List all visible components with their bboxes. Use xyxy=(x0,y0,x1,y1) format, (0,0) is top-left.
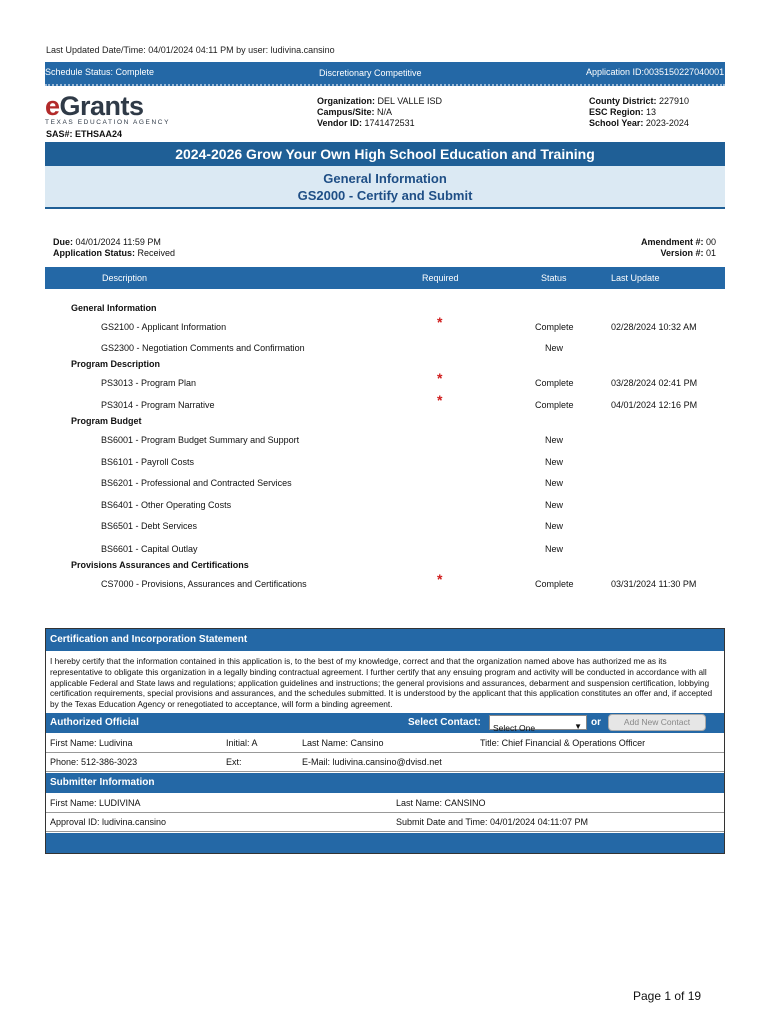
submitter-last-name: Last Name: CANSINO xyxy=(396,798,486,808)
district-value: 227910 xyxy=(659,96,690,106)
campus-value: N/A xyxy=(377,107,393,117)
table-row[interactable] xyxy=(0,392,770,412)
official-email: E-Mail: ludivina.cansino@dvisd.net xyxy=(302,757,442,767)
group-program-description: Program Description xyxy=(71,359,161,369)
table-row[interactable] xyxy=(0,455,770,469)
table-row[interactable] xyxy=(0,476,770,490)
county-info xyxy=(589,96,689,129)
approval-id: Approval ID: ludivina.cansino xyxy=(50,817,167,827)
table-row[interactable] xyxy=(0,571,770,591)
schedule-table-header xyxy=(45,267,725,289)
table-row[interactable] xyxy=(0,519,770,533)
select-contact-label: Select Contact: xyxy=(408,717,481,728)
logo-e: e xyxy=(45,91,60,121)
organization-info xyxy=(317,96,442,129)
row-status: New xyxy=(545,500,564,510)
org-label: Organization: xyxy=(317,96,375,106)
select-contact-dropdown[interactable] xyxy=(489,715,587,733)
amendment-info xyxy=(641,237,716,259)
row-description[interactable]: CS7000 - Provisions, Assurances and Certifications xyxy=(101,579,307,589)
row-status: Complete xyxy=(535,400,574,410)
row-status: New xyxy=(545,457,564,467)
app-status-label: Application Status: xyxy=(53,248,136,258)
dropdown-arrow-icon: ▼ xyxy=(574,722,582,731)
sas-number: SAS#: ETHSAA24 xyxy=(46,129,123,139)
col-required: Required xyxy=(422,273,459,283)
submit-date: Submit Date and Time: 04/01/2024 04:11:07 PM xyxy=(396,817,588,827)
table-row[interactable] xyxy=(0,498,770,512)
official-title: Title: Chief Financial & Operations Officer xyxy=(480,738,646,748)
row-description[interactable]: PS3013 - Program Plan xyxy=(101,378,197,388)
row-status: New xyxy=(545,343,564,353)
campus-label: Campus/Site: xyxy=(317,107,375,117)
year-label: School Year: xyxy=(589,118,644,128)
table-row[interactable] xyxy=(0,314,770,334)
required-marker: * xyxy=(437,314,443,330)
authorized-official-band xyxy=(46,713,724,733)
row-description[interactable]: BS6601 - Capital Outlay xyxy=(101,544,198,554)
row-last-update: 03/28/2024 02:41 PM xyxy=(611,378,698,388)
row-last-update: 03/31/2024 11:30 PM xyxy=(611,579,697,589)
year-value: 2023-2024 xyxy=(645,118,689,128)
schedule-status: Schedule Status: Complete xyxy=(45,67,155,77)
row-last-update: 02/28/2024 10:32 AM xyxy=(611,322,697,332)
competition-type: Discretionary Competitive xyxy=(319,68,422,78)
egrants-logo xyxy=(45,92,170,126)
row-status: New xyxy=(545,521,564,531)
version-label: Version #: xyxy=(660,248,704,258)
row-description[interactable]: GS2100 - Applicant Information xyxy=(101,322,227,332)
application-id: Application ID:0035150227040001 xyxy=(586,67,725,77)
col-description: Description xyxy=(102,273,148,283)
last-updated: Last Updated Date/Time: 04/01/2024 04:11 PM by user: ludivina.cansino xyxy=(46,45,335,55)
certification-panel xyxy=(45,628,725,854)
official-contact-row xyxy=(46,753,724,772)
row-description[interactable]: BS6201 - Professional and Contracted Services xyxy=(101,478,292,488)
certification-text: I hereby certify that the information contained in this application is, to the best of my knowledge, correct and that the organization named above has authorized me as its representative to obligate this organization in a legally binding contractual agreement. I further certify that any ensuing program and activity will be conducted in accordance with all applicable Federal and State laws and regulations; application guidelines and instructions; the general provisions and assurances, debarment and suspension certification, lobbying certification requirements, special provisions and assurances, and the schedules submitted. It is understood by the applicant that this application constitutes an offer and, if accepted by the Texas Education Agency or renegotiated to acceptance, will form a binding agreement. xyxy=(50,656,713,710)
required-marker: * xyxy=(437,571,443,587)
table-row[interactable] xyxy=(0,341,770,355)
row-last-update: 04/01/2024 12:16 PM xyxy=(611,400,698,410)
group-provisions: Provisions Assurances and Certifications xyxy=(71,560,249,570)
page-number: Page 1 of 19 xyxy=(633,989,702,1003)
amend-label: Amendment #: xyxy=(640,237,704,247)
due-value: 04/01/2024 11:59 PM xyxy=(75,237,161,247)
vendor-label: Vendor ID: xyxy=(317,118,363,128)
row-description[interactable]: PS3014 - Program Narrative xyxy=(101,400,215,410)
due-info xyxy=(53,237,175,259)
table-row[interactable] xyxy=(0,433,770,447)
app-status-value: Received xyxy=(137,248,176,258)
row-description[interactable]: BS6501 - Debt Services xyxy=(101,521,198,531)
row-description[interactable]: BS6101 - Payroll Costs xyxy=(101,457,195,467)
required-marker: * xyxy=(437,392,443,408)
certification-title: Certification and Incorporation Statement xyxy=(46,629,724,651)
table-row[interactable] xyxy=(0,542,770,556)
subtitle-schedule: GS2000 - Certify and Submit xyxy=(297,188,473,203)
group-general-information: General Information xyxy=(71,303,157,313)
official-ext: Ext: xyxy=(226,757,242,767)
authorized-official-title: Authorized Official xyxy=(50,717,139,728)
status-bar xyxy=(45,62,725,86)
official-name-row xyxy=(46,734,724,753)
esc-label: ESC Region: xyxy=(589,107,644,117)
due-label: Due: xyxy=(53,237,73,247)
page-subtitle xyxy=(45,166,725,209)
submitter-first-name: First Name: LUDIVINA xyxy=(50,798,141,808)
row-status: Complete xyxy=(535,579,574,589)
panel-footer-band xyxy=(46,833,724,853)
submitter-approval-row xyxy=(46,813,724,832)
official-phone: Phone: 512-386-3023 xyxy=(50,757,138,767)
or-label: or xyxy=(591,717,601,728)
district-label: County District: xyxy=(589,96,657,106)
logo-subtitle: TEXAS EDUCATION AGENCY xyxy=(45,119,171,126)
row-status: Complete xyxy=(535,322,574,332)
row-status: Complete xyxy=(535,378,574,388)
page-title: 2024-2026 Grow Your Own High School Education and Training xyxy=(45,142,725,166)
add-new-contact-button[interactable]: Add New Contact xyxy=(608,714,706,731)
table-row[interactable] xyxy=(0,370,770,390)
official-last-name: Last Name: Cansino xyxy=(302,738,384,748)
row-status: New xyxy=(545,544,564,554)
row-description[interactable]: GS2300 - Negotiation Comments and Confirmation xyxy=(101,343,305,353)
row-status: New xyxy=(545,435,564,445)
esc-value: 13 xyxy=(646,107,657,117)
group-program-budget: Program Budget xyxy=(71,416,142,426)
select-contact-value: Select One xyxy=(493,723,536,733)
official-first-name: First Name: Ludivina xyxy=(50,738,133,748)
submitter-title: Submitter Information xyxy=(46,773,724,793)
official-initial: Initial: A xyxy=(226,738,258,748)
submitter-name-row xyxy=(46,794,724,813)
vendor-value: 1741472531 xyxy=(364,118,415,128)
required-marker: * xyxy=(437,370,443,386)
subtitle-section: General Information xyxy=(323,171,447,186)
org-value: DEL VALLE ISD xyxy=(377,96,443,106)
col-last-update: Last Update xyxy=(611,273,660,283)
logo-grants: Grants xyxy=(59,91,144,121)
amend-value: 00 xyxy=(705,237,716,247)
row-status: New xyxy=(545,478,564,488)
version-value: 01 xyxy=(705,248,716,258)
row-description[interactable]: BS6001 - Program Budget Summary and Support xyxy=(101,435,300,445)
row-description[interactable]: BS6401 - Other Operating Costs xyxy=(101,500,232,510)
col-status: Status xyxy=(541,273,567,283)
